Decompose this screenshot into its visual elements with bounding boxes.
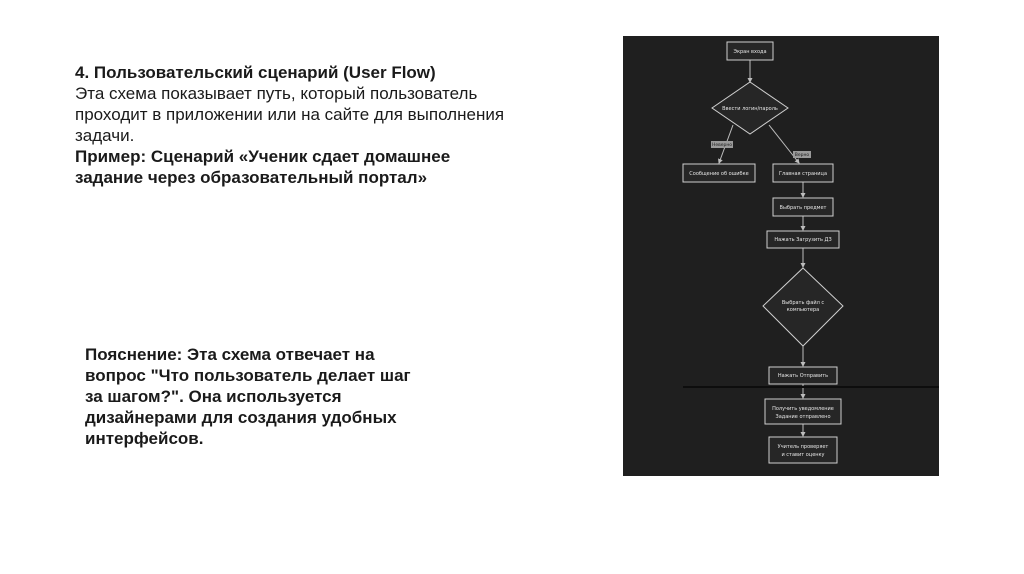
node-choose-file [763, 268, 843, 346]
svg-text:и ставит оценку: и ставит оценку [781, 452, 825, 458]
edge-label-right [793, 151, 811, 158]
svg-text:Нажать Отправить: Нажать Отправить [777, 373, 829, 379]
slide-heading: 4. Пользовательский сценарий (User Flow) [75, 63, 436, 82]
note-line-2: вопрос "Что пользователь делает шаг [85, 366, 411, 385]
edge-label-wrong [711, 141, 733, 148]
node-teacher-checks [769, 437, 837, 463]
description-line-2: проходит в приложении или на сайте для выполнения [75, 105, 505, 124]
example-line-2: задание через образовательный портал» [75, 168, 428, 187]
node-click-upload [767, 231, 839, 248]
note-line-4: дизайнерами для создания удобных [85, 408, 397, 427]
svg-text:Экран входа: Экран входа [733, 49, 767, 55]
svg-text:Сообщение об ошибке: Сообщение об ошибке [689, 171, 749, 177]
node-login-decision [712, 82, 788, 134]
svg-text:Неверно: Неверно [711, 143, 733, 148]
svg-text:Нажать Загрузить ДЗ: Нажать Загрузить ДЗ [774, 237, 832, 243]
example-line-1: Пример: Сценарий «Ученик сдает домашнее [75, 147, 451, 166]
user-flow-diagram [623, 36, 939, 476]
node-click-send [769, 367, 837, 384]
svg-text:Учитель проверяет: Учитель проверяет [777, 444, 829, 450]
note-line-3: за шагом?". Она используется [85, 387, 342, 406]
node-get-notification [765, 399, 841, 424]
svg-text:компьютера: компьютера [786, 307, 820, 313]
svg-text:Выбрать файл с: Выбрать файл с [781, 300, 825, 306]
intro-text-block [75, 62, 595, 188]
description-line-1: Эта схема показывает путь, который пользователь [75, 84, 478, 103]
description-line-3: задачи. [75, 126, 135, 145]
svg-text:Задание отправлено: Задание отправлено [775, 414, 831, 420]
svg-text:Ввести логин/пароль: Ввести логин/пароль [722, 106, 778, 112]
node-error-message [683, 164, 755, 182]
node-choose-subject [773, 198, 833, 216]
note-line-1: Пояснение: Эта схема отвечает на [85, 345, 375, 364]
node-start [727, 42, 773, 60]
svg-text:Получить уведомление: Получить уведомление [772, 406, 834, 412]
node-main-page [773, 164, 833, 182]
svg-text:Верно: Верно [794, 153, 810, 158]
explanation-note [85, 344, 465, 449]
flowchart-canvas [623, 36, 939, 476]
svg-text:Выбрать предмет: Выбрать предмет [779, 205, 827, 211]
note-line-5: интерфейсов. [85, 429, 204, 448]
svg-text:Главная страница: Главная страница [778, 171, 828, 177]
